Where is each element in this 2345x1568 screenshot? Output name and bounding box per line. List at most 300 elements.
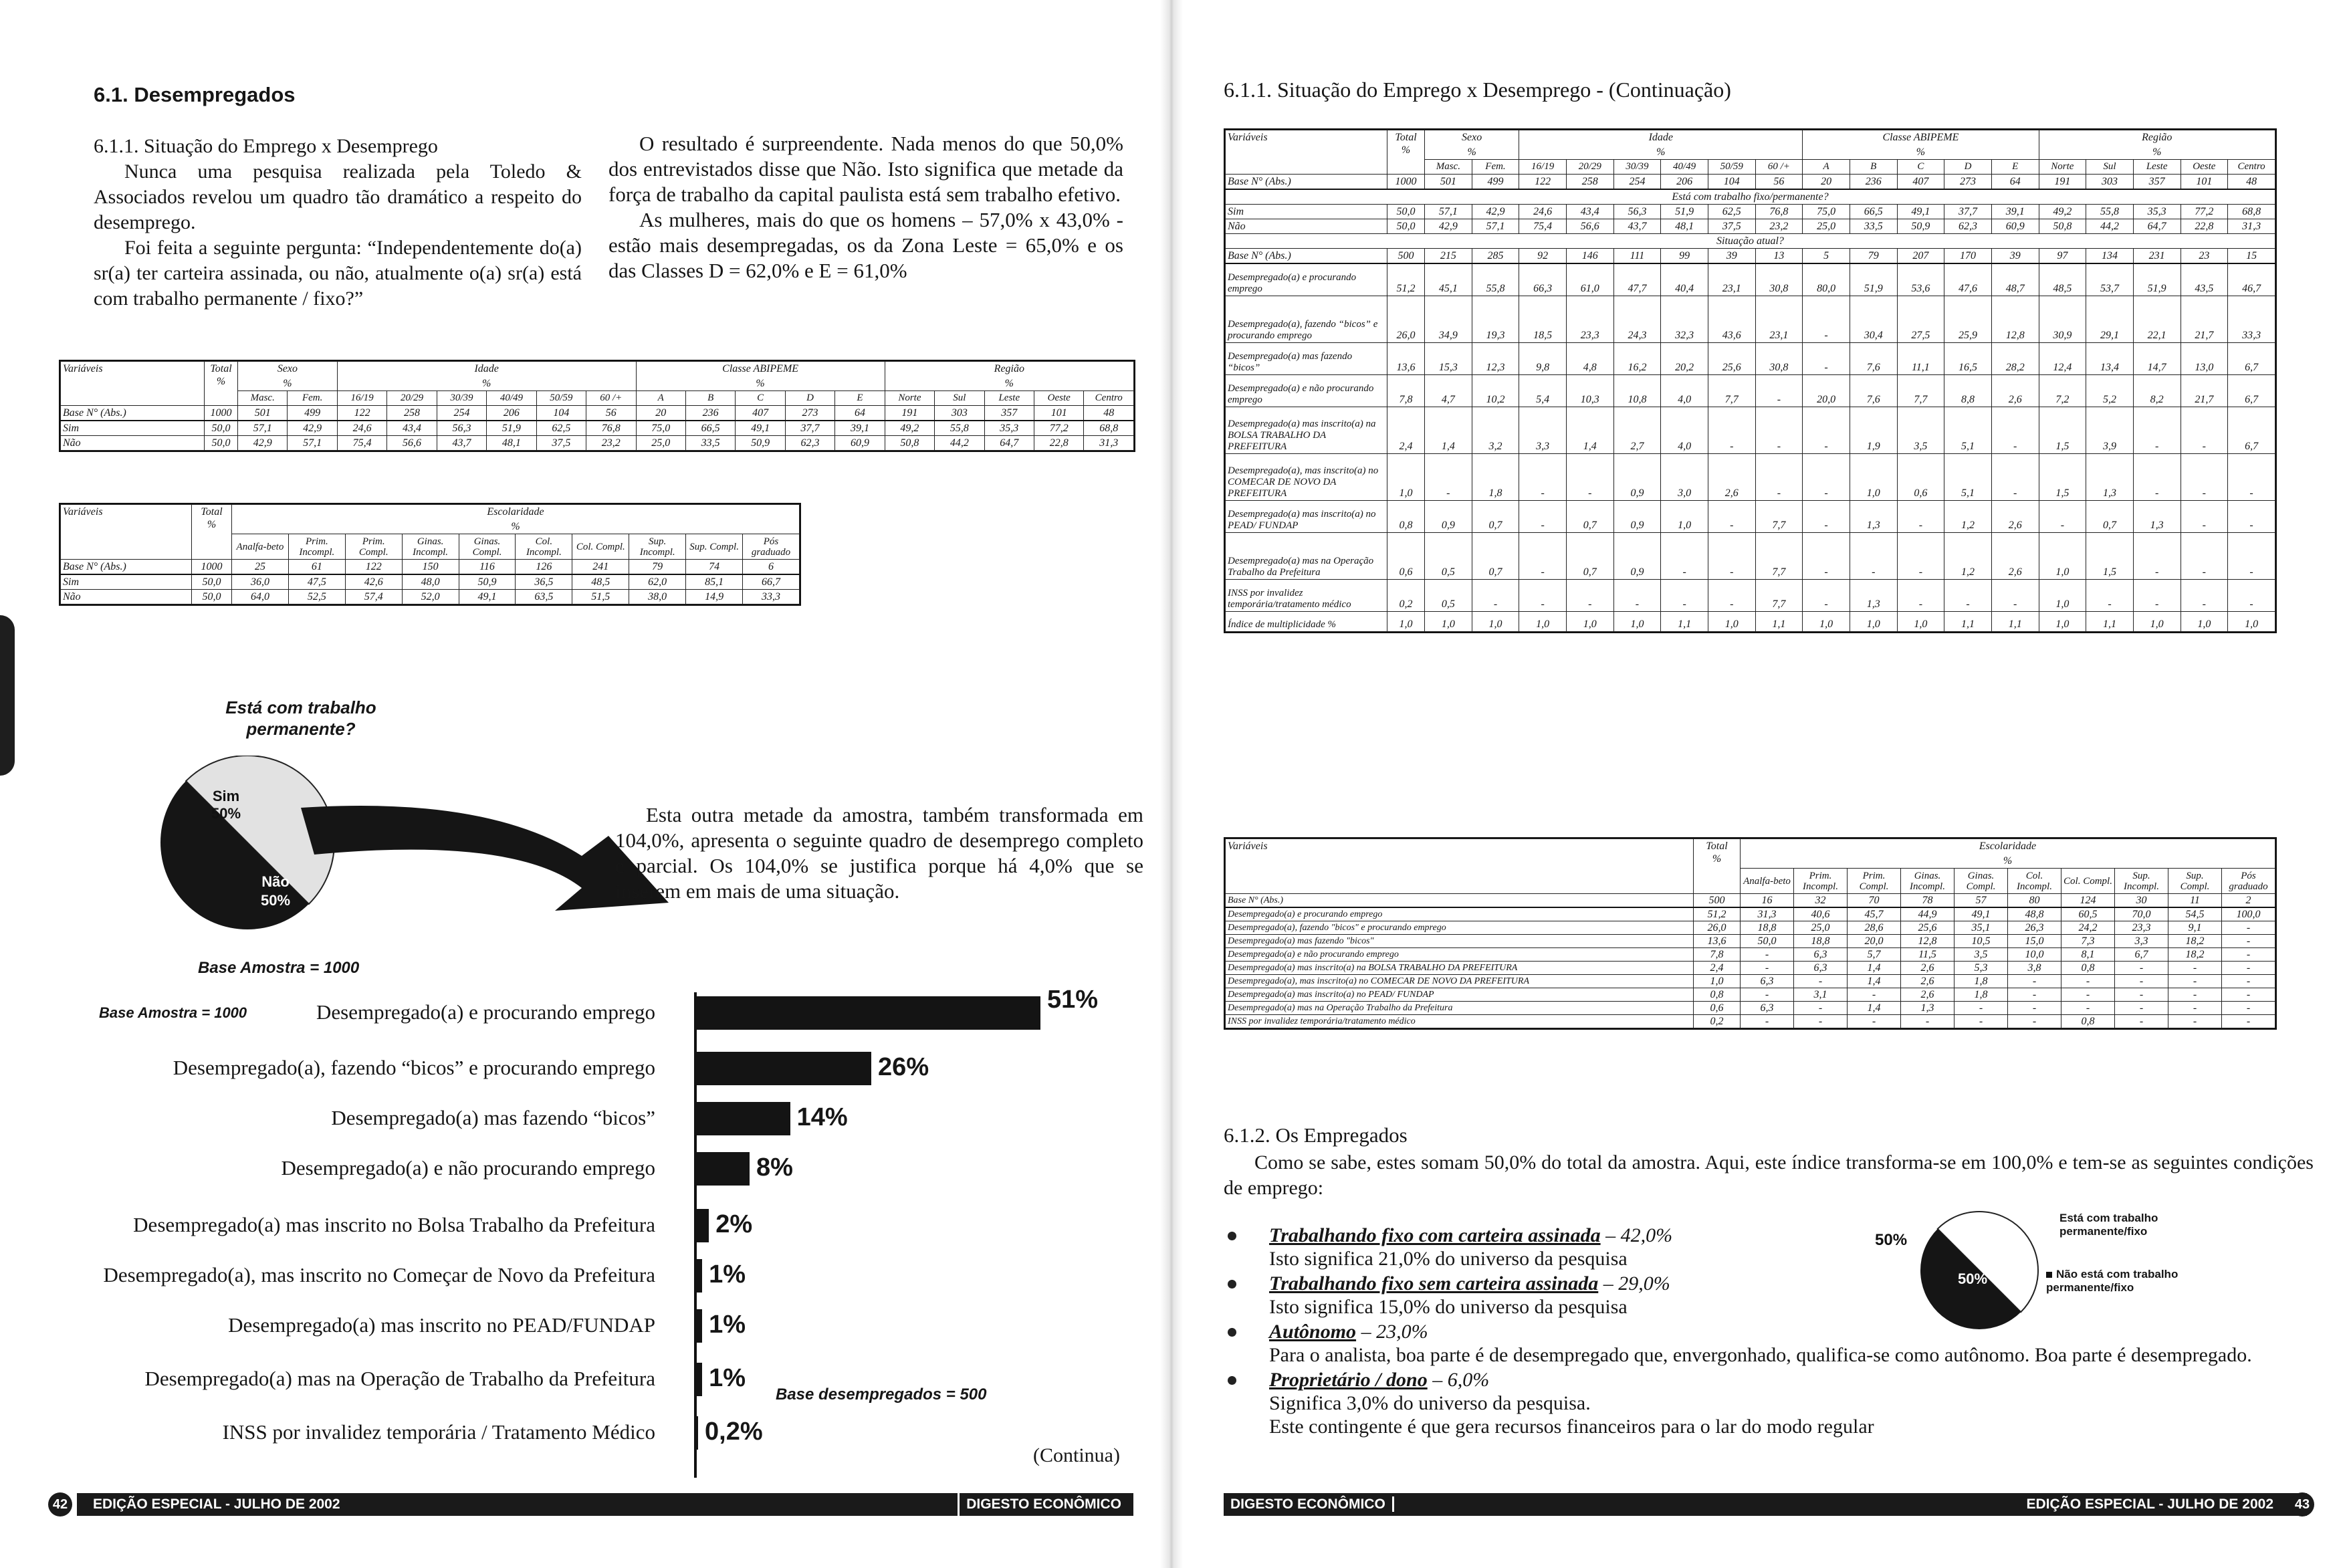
- table-row: [1226, 263, 2275, 296]
- table-cell: 23,1: [1755, 296, 1803, 342]
- bar-value-label: 2%: [715, 1210, 753, 1238]
- table-cell: -: [1848, 988, 1901, 1002]
- table-cell: 37,7: [1944, 205, 1992, 219]
- table-cell: -: [1803, 407, 1850, 453]
- table-cell: -: [1794, 1015, 1848, 1028]
- subsection-title: 6.1.1. Situação do Emprego x Desemprego: [94, 135, 438, 157]
- table-cell: 1,3: [1850, 579, 1897, 611]
- table-cell: 48,5: [572, 574, 629, 590]
- table-cell: 35,3: [2133, 205, 2181, 219]
- table-cell: 0,7: [1566, 500, 1613, 532]
- table-cell: 1,0: [1472, 611, 1519, 631]
- table-cell: 68,8: [2228, 205, 2275, 219]
- column-header: Pós graduado: [743, 534, 800, 560]
- column-header: 50/59: [1708, 160, 1755, 175]
- header-variaveis: Variáveis: [61, 362, 205, 406]
- table-cell: 56: [586, 406, 636, 421]
- legend-label: Está com trabalho permanente/fixo: [2059, 1212, 2158, 1238]
- column-header: Sup. Incompl.: [2115, 869, 2168, 894]
- table-cell: 48,1: [1661, 219, 1708, 234]
- table-cell: 64: [1991, 175, 2039, 190]
- table-cell: -: [2228, 579, 2275, 611]
- table-cell: -: [2168, 962, 2222, 975]
- table-cell: -: [2222, 1015, 2275, 1028]
- table-cell: 76,8: [586, 421, 636, 436]
- table-cell: 56,3: [1613, 205, 1661, 219]
- bar-chart-situacao-desemprego: [0, 987, 1163, 1482]
- table-row: [1226, 988, 2275, 1002]
- table-cell: 15,0: [2008, 935, 2061, 948]
- column-header: Masc.: [1425, 160, 1472, 175]
- table-row: [1226, 249, 2275, 264]
- table-cell: 124: [2061, 894, 2115, 908]
- table-cell: 254: [437, 406, 486, 421]
- table-cell: 104: [536, 406, 586, 421]
- table-cell: 47,5: [288, 574, 345, 590]
- table-cell: 43,4: [387, 421, 437, 436]
- bar: [695, 996, 1040, 1030]
- row-label: Desempregado(a) mas na Operação Trabalho da Prefeitura: [1226, 1002, 1694, 1015]
- paragraph-text: Como se sabe, estes somam 50,0% do total da amostra. Aqui, este índice transforma-se em 100,0% e tem-se as seguintes condições de emprego:: [1224, 1151, 2314, 1199]
- bar-label: Desempregado(a) mas na Operação de Trabalho da Prefeitura: [144, 1367, 655, 1390]
- table-cell: 7,6: [1850, 374, 1897, 407]
- bullet-icon: [1228, 1280, 1236, 1289]
- bar-row: [0, 986, 1110, 1031]
- table-cell: 0,7: [1472, 500, 1519, 532]
- table-row: [61, 421, 1134, 436]
- row-label: Desempregado(a) mas inscrito(a) no PEAD/ FUNDAP: [1226, 988, 1694, 1002]
- table-cell: 47,7: [1613, 263, 1661, 296]
- row-label: Base N° (Abs.): [1226, 894, 1694, 908]
- table-cell: 36,0: [232, 574, 289, 590]
- bar-value-label: 8%: [756, 1153, 793, 1182]
- table-cell: 46,7: [2228, 263, 2275, 296]
- table-cell: 3,3: [1519, 407, 1567, 453]
- column-header: Sul: [2086, 160, 2134, 175]
- table-cell: -: [2115, 975, 2168, 988]
- table-cell: 62,5: [1708, 205, 1755, 219]
- bar-base-right: Base desempregados = 500: [776, 1385, 987, 1404]
- bar-label: Desempregado(a), fazendo “bicos” e procurando emprego: [173, 1056, 655, 1079]
- table-cell: 207: [1897, 249, 1944, 264]
- row-total: 1000: [1387, 175, 1425, 190]
- column-header: Pós graduado: [2222, 869, 2275, 894]
- table-cell: -: [2222, 988, 2275, 1002]
- row-label: Base N° (Abs.): [1226, 175, 1387, 190]
- bar: [695, 1152, 750, 1186]
- bar-value-label: 26%: [878, 1053, 929, 1081]
- table-cell: 32,3: [1661, 296, 1708, 342]
- table-cell: 20,0: [1848, 935, 1901, 948]
- table-cell: -: [1472, 579, 1519, 611]
- table-cell: -: [1519, 579, 1567, 611]
- table-cell: 258: [1566, 175, 1613, 190]
- column-header: 50/59: [536, 391, 586, 406]
- table-cell: 1,0: [1850, 453, 1897, 500]
- table-cell: 16: [1741, 894, 1794, 908]
- column-header: 20/29: [387, 391, 437, 406]
- table-cell: 56,6: [387, 436, 437, 451]
- table-cell: -: [1944, 579, 1992, 611]
- table-cell: 206: [1661, 175, 1708, 190]
- table-cell: 55,8: [935, 421, 984, 436]
- table-cell: 43,5: [2181, 263, 2228, 296]
- table-cell: -: [2115, 1015, 2168, 1028]
- table-cell: 1,0: [1425, 611, 1472, 631]
- row-label: Desempregado(a), fazendo “bicos” e procurando emprego: [1226, 296, 1387, 342]
- row-total: 26,0: [1387, 296, 1425, 342]
- column-header: Centro: [1084, 391, 1134, 406]
- question-label: Situação atual?: [1226, 234, 2275, 249]
- table-cell: 1,4: [1848, 1002, 1901, 1015]
- table-cell: 29,1: [2086, 296, 2134, 342]
- table-cell: 48,7: [1991, 263, 2039, 296]
- table-cell: -: [2115, 962, 2168, 975]
- column-header: Prim. Incompl.: [1794, 869, 1848, 894]
- table-cell: 43,4: [1566, 205, 1613, 219]
- header-escolaridade: Escolaridade: [232, 505, 800, 520]
- table-cell: 15,3: [1425, 342, 1472, 374]
- table-cell: 1,9: [1850, 407, 1897, 453]
- table-cell: 13: [1755, 249, 1803, 264]
- table-cell: 23,3: [2115, 921, 2168, 935]
- table-cell: 0,9: [1613, 500, 1661, 532]
- table-row: [1226, 1015, 2275, 1028]
- table-cell: 78: [1901, 894, 1955, 908]
- pie-legend-1: [2059, 1212, 2220, 1238]
- table-cell: 30,9: [2039, 296, 2086, 342]
- section-title: 6.1. Desempregados: [94, 83, 296, 106]
- table-row: [1226, 975, 2275, 988]
- table-cell: 45,7: [1848, 907, 1901, 921]
- table-cell: 80,0: [1803, 263, 1850, 296]
- table-cell: -: [1755, 453, 1803, 500]
- row-label: Desempregado(a) e não procurando emprego: [1226, 948, 1694, 962]
- row-label: Sim: [61, 574, 192, 590]
- column-header: 40/49: [1661, 160, 1708, 175]
- bar-label: Desempregado(a) mas fazendo “bicos”: [331, 1106, 655, 1129]
- page-number: 42: [48, 1492, 72, 1517]
- table-cell: 0,7: [1566, 532, 1613, 579]
- table-cell: 206: [487, 406, 536, 421]
- table-cell: 43,7: [437, 436, 486, 451]
- table-cell: 1,0: [1566, 611, 1613, 631]
- table-cell: 31,3: [1084, 436, 1134, 451]
- row-total: 51,2: [1387, 263, 1425, 296]
- table-cell: -: [2228, 453, 2275, 500]
- footer-edition: EDIÇÃO ESPECIAL - JULHO DE 2002: [93, 1496, 340, 1512]
- table-cell: 122: [345, 560, 402, 575]
- bullet-title: Proprietário / dono: [1269, 1369, 1428, 1391]
- bar: [695, 1209, 709, 1242]
- table-cell: 236: [1850, 175, 1897, 190]
- table-cell: 5,1: [1944, 453, 1992, 500]
- table-cell: 8,2: [2133, 374, 2181, 407]
- row-total: 50,0: [192, 590, 232, 604]
- table-cell: 1,0: [1708, 611, 1755, 631]
- table-cell: 63,5: [516, 590, 572, 604]
- table-cell: 14,9: [686, 590, 743, 604]
- table-cell: 3,1: [1794, 988, 1848, 1002]
- column-header: D: [1944, 160, 1992, 175]
- table-cell: 20: [1803, 175, 1850, 190]
- table-cell: 146: [1566, 249, 1613, 264]
- table-cell: 25,0: [1794, 921, 1848, 935]
- table-cell: 28,6: [1848, 921, 1901, 935]
- table-cell: 20,0: [1803, 374, 1850, 407]
- table-cell: 75,0: [636, 421, 685, 436]
- column-header: C: [736, 391, 785, 406]
- table-cell: 76,8: [1755, 205, 1803, 219]
- bar-row: [0, 1308, 1110, 1344]
- column-header: Sup. Incompl.: [629, 534, 686, 560]
- column-header: 20/29: [1566, 160, 1613, 175]
- bar-value-label: 14%: [796, 1103, 848, 1131]
- column-header: Leste: [2133, 160, 2181, 175]
- table-cell: 51,9: [1661, 205, 1708, 219]
- table-cell: 25,6: [1708, 342, 1755, 374]
- table-cell: -: [2222, 975, 2275, 988]
- table-cell: 48,8: [2008, 907, 2061, 921]
- row-total: 50,0: [205, 436, 238, 451]
- table-row: [1226, 374, 2275, 407]
- table-cell: 1,0: [1519, 611, 1567, 631]
- row-total: 7,8: [1387, 374, 1425, 407]
- header-escolaridade: Escolaridade: [1741, 839, 2275, 854]
- column-header: C: [1897, 160, 1944, 175]
- table-cell: 10,3: [1566, 374, 1613, 407]
- table-cell: -: [2222, 921, 2275, 935]
- bar-label: Desempregado(a) mas inscrito no PEAD/FUNDAP: [228, 1313, 655, 1337]
- bar-row: [0, 1258, 1110, 1294]
- table-cell: 236: [685, 406, 735, 421]
- column-header: Masc.: [238, 391, 288, 406]
- table-cell: 77,2: [2181, 205, 2228, 219]
- table-cell: 23,2: [586, 436, 636, 451]
- table-cell: 18,2: [2168, 935, 2222, 948]
- table-cell: 21,7: [2181, 374, 2228, 407]
- table-cell: 1,0: [2039, 579, 2086, 611]
- table-cell: 23: [2181, 249, 2228, 264]
- table-cell: 2,6: [1901, 975, 1955, 988]
- table-cell: 407: [1897, 175, 1944, 190]
- table-cell: -: [2228, 532, 2275, 579]
- column-header: E: [835, 391, 885, 406]
- table-cell: 37,5: [536, 436, 586, 451]
- table-cell: 6,7: [2228, 374, 2275, 407]
- table-cell: -: [2061, 1002, 2115, 1015]
- table-cell: -: [1850, 532, 1897, 579]
- intro-column-2: [608, 131, 1123, 284]
- row-label: Não: [61, 436, 205, 451]
- table-cell: 0,6: [1897, 453, 1944, 500]
- table-cell: -: [2222, 962, 2275, 975]
- table-cell: 50,8: [2039, 219, 2086, 234]
- table-cell: 11,1: [1897, 342, 1944, 374]
- table-cell: 499: [288, 406, 337, 421]
- row-label: Desempregado(a) mas fazendo “bicos”: [1226, 342, 1387, 374]
- table-cell: 6,3: [1741, 975, 1794, 988]
- header-variaveis: Variáveis: [61, 505, 192, 560]
- column-header: Analfa-beto: [232, 534, 289, 560]
- table-cell: 50,9: [736, 436, 785, 451]
- table-cell: 357: [984, 406, 1034, 421]
- table-cell: 52,0: [402, 590, 459, 604]
- bar-row: [0, 1101, 1110, 1137]
- table-cell: 7,6: [1850, 342, 1897, 374]
- table-cell: 49,1: [459, 590, 516, 604]
- table-cell: 215: [1425, 249, 1472, 264]
- table-cell: 12,8: [1901, 935, 1955, 948]
- table-cell: 19,3: [1472, 296, 1519, 342]
- table-cell: -: [1794, 1002, 1848, 1015]
- table-cell: -: [2168, 1015, 2222, 1028]
- table-cell: -: [1901, 1015, 1955, 1028]
- table-cell: -: [2115, 988, 2168, 1002]
- table-cell: -: [1566, 453, 1613, 500]
- column-header: 30/39: [437, 391, 486, 406]
- footer-bar: [77, 1493, 1133, 1516]
- row-total: 26,0: [1694, 921, 1741, 935]
- table-cell: 57,1: [238, 421, 288, 436]
- row-label: Desempregado(a) e procurando emprego: [1226, 907, 1694, 921]
- table-cell: 150: [402, 560, 459, 575]
- table-cell: 0,5: [1425, 579, 1472, 611]
- table-cell: 37,7: [785, 421, 834, 436]
- table-cell: 1,3: [2086, 453, 2134, 500]
- pie-slice-label-nao: Não: [261, 873, 290, 890]
- table-cell: 3,5: [1955, 948, 2008, 962]
- column-header: B: [685, 391, 735, 406]
- column-header: Oeste: [2181, 160, 2228, 175]
- table-cell: 31,3: [2228, 219, 2275, 234]
- pie-title: Está com trabalho permanente?: [225, 697, 376, 739]
- table-cell: 10,5: [1955, 935, 2008, 948]
- data-table: [60, 504, 800, 604]
- table-cell: 126: [516, 560, 572, 575]
- table-cell: 30,8: [1755, 263, 1803, 296]
- table-cell: 51,9: [487, 421, 536, 436]
- table-cell: 407: [736, 406, 785, 421]
- header-sexo: Sexo: [1425, 130, 1519, 145]
- table-row: [61, 560, 800, 575]
- column-header: Analfa-beto: [1741, 869, 1794, 894]
- table-cell: 15: [2228, 249, 2275, 264]
- column-header: Fem.: [1472, 160, 1519, 175]
- table-cell: 285: [1472, 249, 1519, 264]
- table-cell: 3,0: [1661, 453, 1708, 500]
- row-total: 0,8: [1694, 988, 1741, 1002]
- table-row: [1226, 532, 2275, 579]
- table-cell: 1,0: [1661, 500, 1708, 532]
- row-total: 1000: [192, 560, 232, 575]
- table-cell: 75,0: [1803, 205, 1850, 219]
- table-cell: 37,5: [1708, 219, 1755, 234]
- table-cell: 1,3: [1901, 1002, 1955, 1015]
- table-row: [1226, 453, 2275, 500]
- table-cell: 6,3: [1794, 962, 1848, 975]
- table-cell: -: [2168, 988, 2222, 1002]
- header-idade: Idade: [1519, 130, 1803, 145]
- table-cell: 1,5: [2039, 453, 2086, 500]
- table-cell: 70: [1848, 894, 1901, 908]
- table-cell: -: [2061, 988, 2115, 1002]
- header-regiao: Região: [2039, 130, 2275, 145]
- table-cell: 50,9: [459, 574, 516, 590]
- table-row: [1226, 611, 2275, 631]
- table-cell: 7,7: [1755, 579, 1803, 611]
- table-cell: 3,9: [2086, 407, 2134, 453]
- column-header: Sup. Compl.: [2168, 869, 2222, 894]
- table-cell: 2,6: [1991, 500, 2039, 532]
- page-number: 43: [2290, 1492, 2314, 1517]
- bar-label: Desempregado(a), mas inscrito no Começar de Novo da Prefeitura: [103, 1263, 655, 1286]
- column-header: Ginas. Incompl.: [402, 534, 459, 560]
- header-sexo: Sexo: [238, 362, 338, 376]
- column-header: 40/49: [487, 391, 536, 406]
- table-cell: 0,8: [2061, 1015, 2115, 1028]
- table-cell: 21,7: [2181, 296, 2228, 342]
- table-cell: -: [1897, 579, 1944, 611]
- table-cell: 258: [387, 406, 437, 421]
- table-cell: 273: [785, 406, 834, 421]
- table-cell: 1,8: [1472, 453, 1519, 500]
- curved-arrow-icon: [301, 806, 669, 911]
- table-cell: 4,0: [1661, 407, 1708, 453]
- table-cell: 5,7: [1848, 948, 1901, 962]
- table-cell: 33,5: [685, 436, 735, 451]
- table-cell: 0,9: [1613, 453, 1661, 500]
- table-cell: 55,8: [1472, 263, 1519, 296]
- table-cell: 23,3: [1566, 296, 1613, 342]
- column-header: Norte: [2039, 160, 2086, 175]
- table-cell: 254: [1613, 175, 1661, 190]
- table-cell: 499: [1472, 175, 1519, 190]
- pct-sign: %: [1519, 145, 1803, 160]
- table-cell: -: [2061, 975, 2115, 988]
- table-cell: 1,3: [2133, 500, 2181, 532]
- table-cell: -: [1741, 988, 1794, 1002]
- table-cell: 64,7: [984, 436, 1034, 451]
- table-cell: 34,9: [1425, 296, 1472, 342]
- table-row: [1226, 962, 2275, 975]
- legend-swatch-icon: [2046, 1272, 2052, 1278]
- table-cell: 40,4: [1661, 263, 1708, 296]
- table-cell: 75,4: [337, 436, 386, 451]
- table-cell: 44,2: [935, 436, 984, 451]
- table-cell: 20,2: [1661, 342, 1708, 374]
- column-header: A: [1803, 160, 1850, 175]
- bar-base-left: Base Amostra = 1000: [99, 1004, 247, 1021]
- legend-label: Não está com trabalho permanente/fixo: [2046, 1268, 2179, 1294]
- header-classe: Classe ABIPEME: [1803, 130, 2039, 145]
- table-cell: 0,9: [1613, 532, 1661, 579]
- table-cell: 48,5: [2039, 263, 2086, 296]
- table-cell: -: [1991, 453, 2039, 500]
- table-cell: 49,2: [885, 421, 934, 436]
- table-cell: 74: [686, 560, 743, 575]
- table-cell: 9,8: [1519, 342, 1567, 374]
- row-label: Sim: [1226, 205, 1387, 219]
- table-cell: 3,2: [1472, 407, 1519, 453]
- table-cell: 50,0: [1741, 935, 1794, 948]
- bullet-icon: [1228, 1328, 1236, 1337]
- table-cell: 23,1: [1708, 263, 1755, 296]
- bullet-detail: Este contingente é que gera recursos financeiros para o lar do modo regular: [1269, 1416, 1874, 1438]
- table-row: [1226, 921, 2275, 935]
- list-item: [1224, 1368, 2314, 1438]
- table-cell: 24,6: [1519, 205, 1567, 219]
